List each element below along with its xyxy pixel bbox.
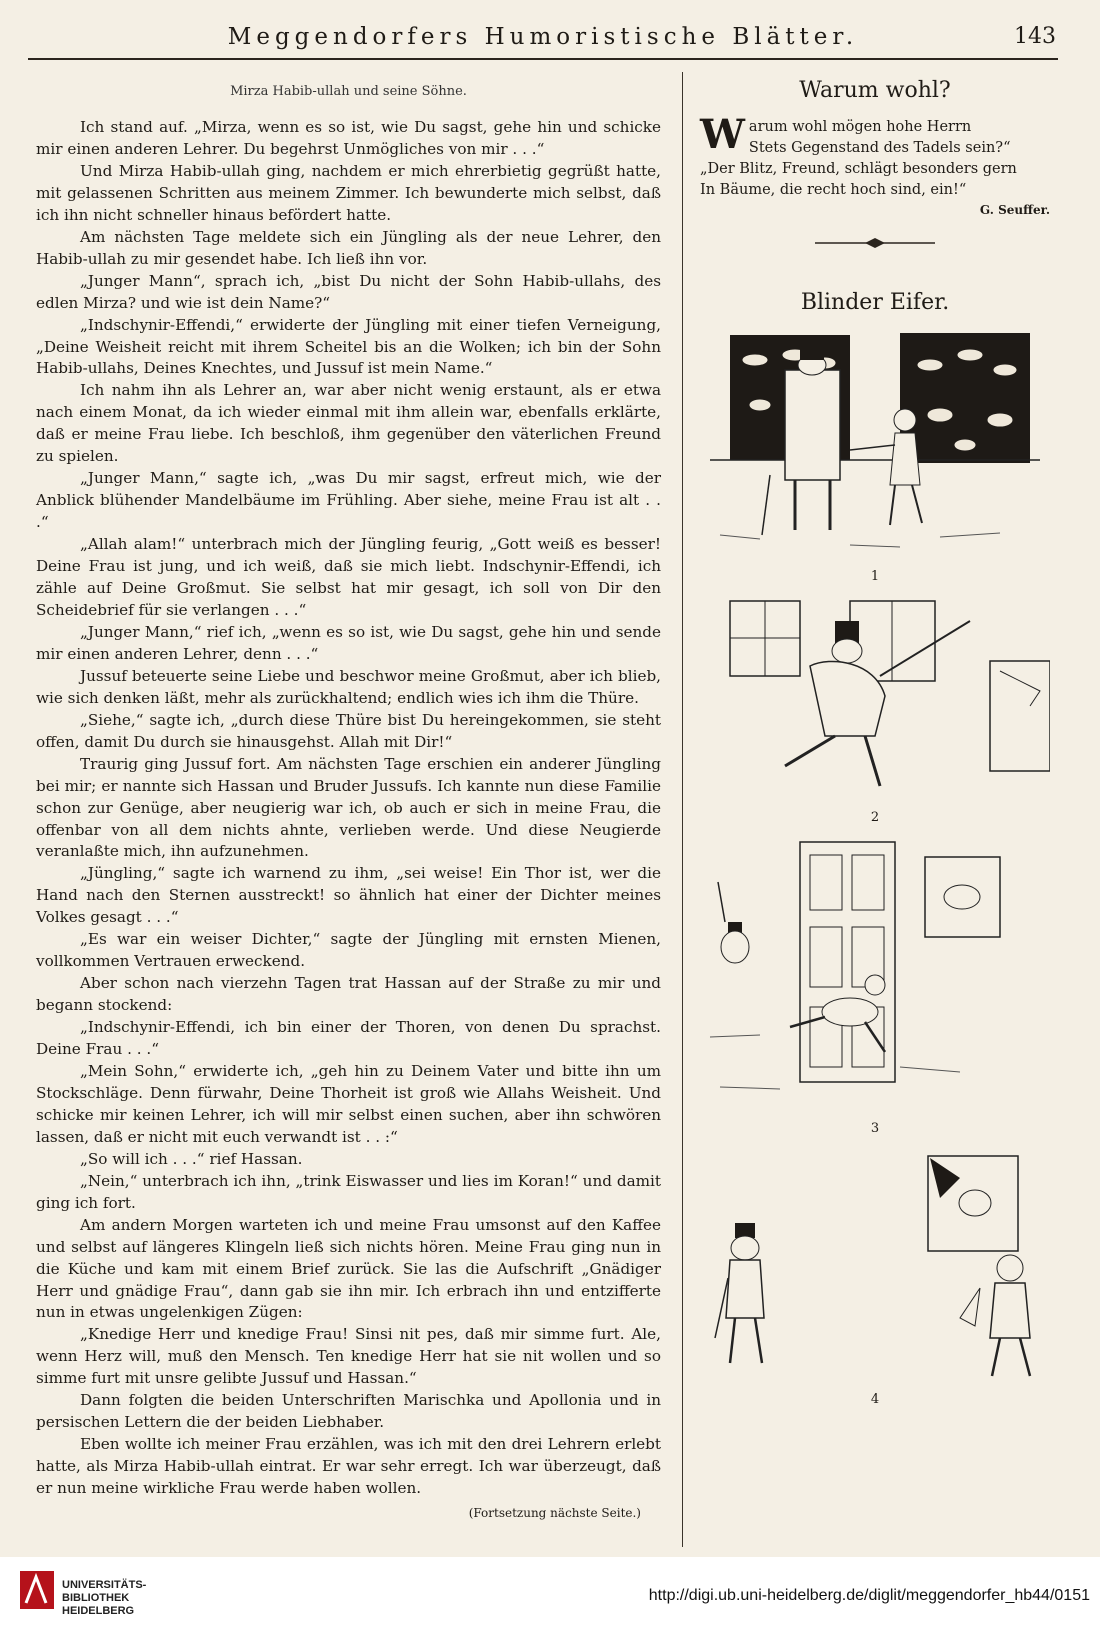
digitization-footer: [0, 1557, 1100, 1637]
article-paragraph: Traurig ging Jussuf fort. Am nächsten Tage erschien ein anderer Jüngling bei mir; er nannte sich Hassan und Bruder Jussufs. Ich kannte nun diese Familie schon zur Genüge, aber neugierig war ich, ob auch er sich in meine Frau, die offenbar von all dem nichts ahnte, verlieben werde. Und diese Neugierde veranlaßte mich, ihn aufzunehmen.: [36, 754, 661, 861]
panel-number: 2: [870, 810, 880, 825]
article-paragraph: „Mein Sohn,“ erwiderte ich, „geh hin zu Deinem Vater und bitte ihn um Stockschläge. Denn fürwahr, Deine Thorheit ist groß wie Allahs Weisheit. Und schicke mir keinen Lehrer, ich will mir selbst einen suchen, aber ihn schwören lassen, daß er nicht mit euch verwandt ist . . :“: [36, 1061, 661, 1146]
article-subheading: Mirza Habib-ullah und seine Söhne.: [230, 84, 467, 99]
poem-line: In Bäume, die recht hoch sind, ein!“: [700, 182, 967, 198]
article-paragraph: „Knedige Herr und knedige Frau! Sinsi nit pes, daß mir simme furt. Ale, wenn Herz will, muß den Mensch. Ten knedige Herr hat sie nit wollen und so simme furt mit unsre gelibte Jussuf und Hassan.“: [36, 1325, 661, 1388]
poem-dropcap: W: [700, 111, 745, 158]
panel-number: 4: [870, 1392, 880, 1407]
article-column: [36, 72, 661, 1552]
journal-title: Meggendorfers Humoristische Blätter.: [227, 24, 859, 50]
poem-line: Stets Gegenstand des Tadels sein?“: [748, 140, 1011, 156]
cartoon-panel-1: [700, 325, 1050, 584]
article-paragraph: „So will ich . . .“ rief Hassan.: [80, 1149, 303, 1168]
article-paragraph: Ich stand auf. „Mirza, wenn es so ist, wie Du sagst, gehe hin und schicke mir einen anderen Lehrer. Du begehrst Unmögliches von mir . . .“: [36, 118, 661, 158]
article-paragraph: „Junger Mann,“ sagte ich, „was Du mir sagst, erfreut mich, wie der Anblick blühender Mandelbäume im Frühling. Aber siehe, meine Frau ist alt . . .“: [36, 469, 661, 532]
library-name-line: BIBLIOTHEK: [62, 1592, 130, 1604]
source-url-link[interactable]: http://digi.ub.uni-heidelberg.de/diglit/meggendorfer_hb44/0151: [648, 1587, 1090, 1604]
article-paragraph: Ich nahm ihn als Lehrer an, war aber nicht wenig erstaunt, als er etwa nach einem Monat, da ich wieder einmal mit ihm allein war, ebenfalls erklärte, daß er meine Frau liebe. Ich beschloß, ihm gegenüber den väterlichen Freund zu spielen.: [36, 381, 661, 466]
article-paragraph: Eben wollte ich meiner Frau erzählen, was ich mit den drei Lehrern erlebt hatte, als Mirza Habib-ullah eintrat. Er war sehr erregt. Ich war überzeugt, daß er nun meine wirkliche Frau werde haben wollen.: [36, 1435, 661, 1498]
poem-line: arum wohl mögen hohe Herrn: [748, 119, 972, 135]
cartoon-illustration: [700, 325, 1050, 565]
article-paragraph: „Indschynir-Effendi, ich bin einer der Thoren, von denen Du sprachst. Deine Frau . . .“: [36, 1018, 661, 1059]
article-paragraph: Aber schon nach vierzehn Tagen trat Hassan auf der Straße zu mir und begann stockend:: [36, 974, 661, 1015]
article-paragraph: Und Mirza Habib-ullah ging, nachdem er mich ehrerbietig gegrüßt hatte, mit gelassenen Schritten aus meinem Zimmer. Ich bewunderte mich selbst, daß ich ihn nicht schneller hinaus befördert hatte.: [36, 161, 661, 224]
article-paragraph: „Jüngling,“ sagte ich warnend zu ihm, „sei weise! Ein Thor ist, wer die Hand nach den Sternen ausstreckt! so ähnlich hat einer der Dichter meines Volkes gesagt . . .“: [36, 864, 661, 927]
cartoon-illustration: [700, 1148, 1050, 1388]
cartoon-illustration: [700, 596, 1050, 806]
poem-line: „Der Blitz, Freund, schlägt besonders gern: [700, 161, 1017, 177]
continuation-note: (Fortsetzung nächste Seite.): [468, 1506, 641, 1521]
article-paragraph: „Indschynir-Effendi,“ erwiderte der Jüngling mit einer tiefen Verneigung, „Deine Weisheit reicht mit ihrem Scheitel bis an die Wolken; ich bin der Sohn Habib-ullahs, Deines Knechtes, und Jussuf ist mein Name.“: [36, 315, 661, 378]
article-body: [36, 117, 661, 1500]
article-paragraph: „Siehe,“ sagte ich, „durch diese Thüre bist Du hereingekommen, sie steht offen, damit Du durch sie hinausgehst. Allah mit Dir!“: [36, 710, 661, 751]
cartoon-panel-3: [700, 837, 1050, 1136]
article-paragraph: „Allah alam!“ unterbrach mich der Jüngling feurig, „Gott weiß es besser! Deine Frau ist jung, und ich weiß, daß sie mich liebt. Indschynir-Effendi, ich zähle auf Deine Großmut. Sie selbst hat mir gesagt, ich soll von Dir den Scheidebrief für sie verlangen . . .“: [36, 535, 661, 619]
poem-title: Warum wohl?: [799, 78, 951, 103]
article-paragraph: Am nächsten Tage meldete sich ein Jüngling als der neue Lehrer, den Habib-ullah zu mir gesendet habe. Ich ließ ihn vor.: [36, 227, 661, 268]
page-number: 143: [1014, 24, 1056, 49]
article-paragraph: Jussuf beteuerte seine Liebe und beschwor meine Großmut, aber ich blieb, wie sich denken läßt, mehr als zurückhaltend; endlich wies ich ihm die Thüre.: [36, 666, 661, 707]
article-paragraph: „Junger Mann“, sprach ich, „bist Du nicht der Sohn Habib-ullahs, des edlen Mirza? und wie ist dein Name?“: [36, 271, 661, 312]
ornament-icon: [815, 236, 935, 250]
column-divider: [682, 72, 683, 1547]
ornament-divider: [700, 235, 1050, 254]
library-name: [62, 1579, 146, 1618]
page-header: [28, 18, 1058, 60]
article-paragraph: „Junger Mann,“ rief ich, „wenn es so ist, wie Du sagst, gehe hin und sende mir einen anderen Lehrer, denn . . .“: [36, 622, 661, 663]
library-name-line: UNIVERSITÄTS-: [62, 1579, 147, 1591]
library-name-line: HEIDELBERG: [62, 1605, 135, 1617]
university-logo-icon: [18, 1569, 56, 1611]
panel-number: 1: [870, 569, 880, 584]
panel-number: 3: [870, 1121, 880, 1136]
cartoon-panel-2: [700, 596, 1050, 825]
cartoon-title: Blinder Eifer.: [800, 290, 950, 315]
article-paragraph: Am andern Morgen warteten ich und meine Frau umsonst auf den Kaffee und selbst auf längeres Klingeln ließ sich nichts hören. Meine Frau ging nun in die Küche und kam mit einem Brief zurück. Sie las die Aufschrift „Gnädiger Herr und gnädige Frau“, dann gab sie ihn mir. Ich erbrach ihn und entzifferte nun in etwas ungelenkigen Zügen:: [36, 1215, 661, 1322]
article-paragraph: Dann folgten die beiden Unterschriften Marischka und Apollonia und in persischen Lettern die der beiden Liebhaber.: [36, 1391, 661, 1432]
article-paragraph: „Nein,“ unterbrach ich ihn, „trink Eiswasser und lies im Koran!“ und damit ging ich fort.: [36, 1171, 661, 1212]
cartoon-illustration: [700, 837, 1050, 1117]
poem-body: [700, 111, 1050, 201]
cartoon-panel-4: [700, 1148, 1050, 1407]
poem-author: G. Seuffer.: [979, 203, 1050, 217]
article-paragraph: „Es war ein weiser Dichter,“ sagte der Jüngling mit ernsten Mienen, vollkommen Vertrauen erweckend.: [36, 930, 661, 971]
sidebar-column: [700, 72, 1050, 1552]
